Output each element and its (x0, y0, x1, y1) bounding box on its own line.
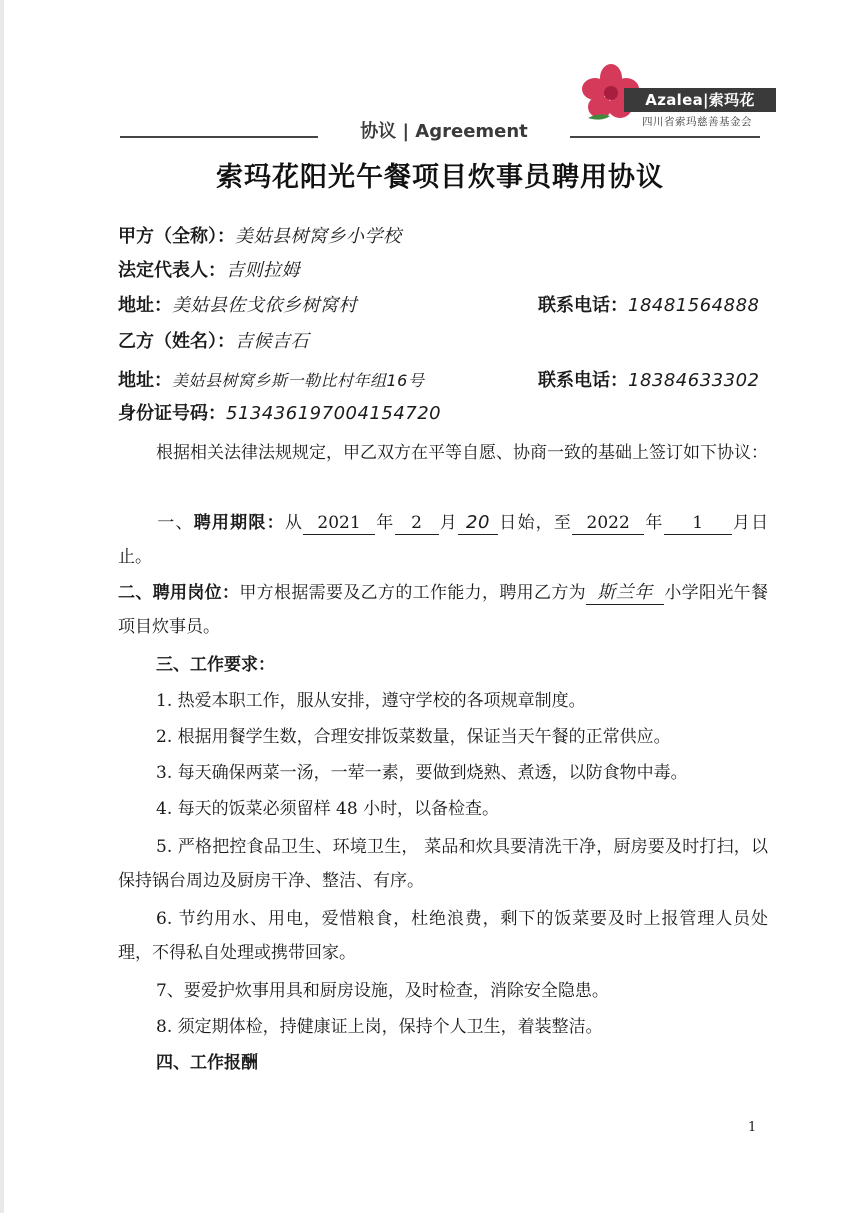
party-b-address-label: 地址： (118, 370, 172, 391)
party-a-address-row (118, 293, 357, 319)
intro-text: 根据相关法律法规规定，甲乙双方在平等自愿、协商一致的基础上签订如下协议： (156, 443, 768, 463)
party-a-phone-row (538, 293, 759, 319)
party-b-phone-label: 联系电话： (538, 370, 628, 391)
end-tail: 日止。 (118, 513, 769, 567)
foundation-logo (580, 62, 780, 134)
end-month: 1 (664, 512, 732, 535)
clause-post (118, 576, 768, 644)
month-unit: 月 (438, 513, 458, 533)
clause-requirements-heading: 三、工作要求： (156, 655, 275, 675)
clause-term (118, 506, 768, 574)
document-title: 索玛花阳光午餐项目炊事员聘用协议 (216, 162, 664, 193)
party-a-value: 美姑县树窝乡小学校 (235, 226, 402, 247)
legal-rep-label: 法定代表人： (118, 260, 226, 281)
page-number: 1 (748, 1120, 757, 1135)
requirement-item: 6. 节约用水、用电，爱惜粮食，杜绝浪费，剩下的饭菜要及时上报管理人员处理，不得私自处理或携带回家。 (118, 909, 768, 963)
party-a-label: 甲方（全称）： (118, 226, 235, 247)
party-b-value: 吉候吉石 (235, 331, 309, 352)
party-b-phone-row (538, 368, 759, 394)
party-a-address-value: 美姑县佐戈依乡树窝村 (172, 295, 357, 316)
party-b-address-row (118, 368, 424, 394)
clause-compensation-heading: 四、工作报酬 (156, 1053, 258, 1073)
start-month: 2 (395, 512, 439, 535)
year-unit: 年 (375, 513, 395, 533)
clause-term-from: 从 (284, 513, 304, 533)
clause-term-label: 聘用期限： (193, 513, 285, 533)
section-label: 协议 | Agreement (318, 118, 570, 146)
party-b-label: 乙方（姓名）： (118, 331, 235, 352)
start-day: 20 (458, 512, 498, 535)
clause-term-prefix: 一、 (156, 513, 194, 533)
party-a-row (118, 224, 402, 250)
party-a-phone-label: 联系电话： (538, 295, 628, 316)
start-year: 2021 (303, 512, 375, 535)
requirement-item: 2. 根据用餐学生数，合理安排饭菜数量，保证当天午餐的正常供应。 (156, 727, 671, 747)
party-b-row (118, 329, 309, 355)
clause-post-label: 二、聘用岗位： (118, 583, 240, 603)
end-month-unit: 月 (731, 513, 752, 533)
end-year-unit: 年 (644, 513, 664, 533)
party-b-id-value: 513436197004154720 (226, 403, 442, 424)
scan-edge (0, 0, 4, 1213)
requirement-item: 3. 每天确保两菜一汤，一荤一素，要做到烧熟、煮透，以防食物中毒。 (156, 763, 688, 783)
requirement-item: 5. 严格把控食品卫生、环境卫生， 菜品和炊具要清洗干净，厨房要及时打扫，以保持锅台周边及厨房干净、整洁、有序。 (118, 837, 768, 891)
party-b-id-row (118, 401, 441, 427)
party-b-phone-value: 18384633302 (628, 370, 760, 391)
party-a-phone-value: 18481564888 (628, 295, 760, 316)
intro-paragraph (118, 436, 768, 470)
party-b-id-label: 身份证号码： (118, 403, 226, 424)
clause-post-text-b: 小学阳光午餐项目炊事员。 (118, 583, 769, 637)
requirement-item: 8. 须定期体检，持健康证上岗，保持个人卫生，着装整洁。 (156, 1017, 603, 1037)
school-name: 斯兰年 (586, 582, 664, 605)
end-year: 2022 (572, 512, 644, 535)
party-b-address-value: 美姑县树窝乡斯一勒比村年组16号 (172, 371, 425, 390)
legal-rep-value: 吉则拉姆 (226, 260, 300, 281)
brand-name: Azalea|索玛花 (624, 88, 776, 112)
clause-post-text-a: 甲方根据需要及乙方的工作能力，聘用乙方为 (239, 583, 587, 603)
legal-rep-row (118, 258, 300, 284)
requirement-item: 1. 热爱本职工作，服从安排，遵守学校的各项规章制度。 (156, 691, 586, 711)
day-start-text: 日始，至 (498, 513, 573, 533)
foundation-name: 四川省索玛慈善基金会 (642, 116, 752, 128)
party-a-address-label: 地址： (118, 295, 172, 316)
requirement-item: 7、要爱护炊事用具和厨房设施，及时检查，消除安全隐患。 (156, 981, 609, 1001)
requirement-item: 4. 每天的饭菜必须留样 48 小时，以备检查。 (156, 799, 500, 819)
